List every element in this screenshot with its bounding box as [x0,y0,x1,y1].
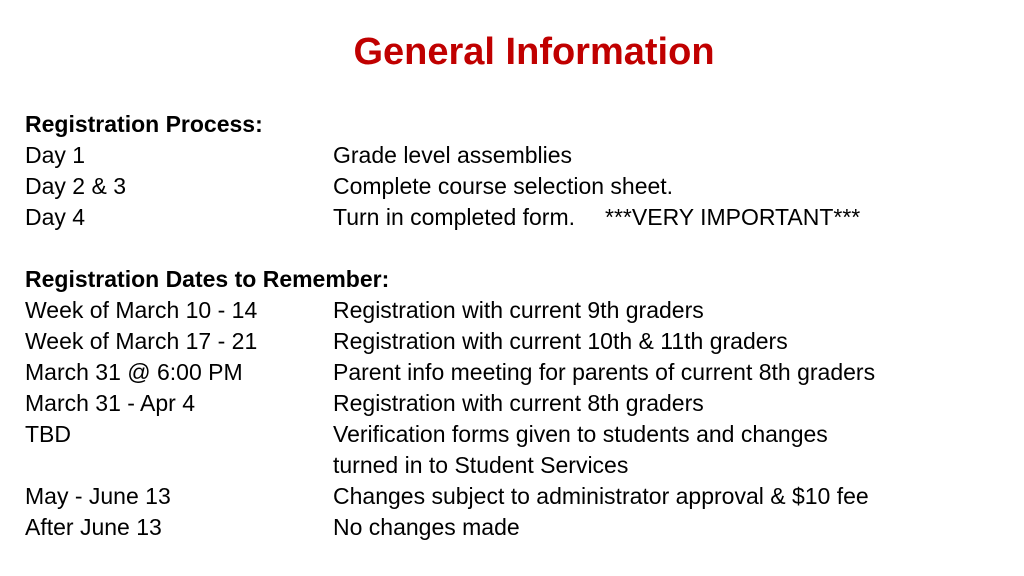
date-what: No changes made [333,514,520,540]
date-row [25,326,1015,357]
process-task: Complete course selection sheet. [333,173,674,199]
date-what: Registration with current 9th graders [333,297,704,323]
date-when [25,450,333,481]
date-when: Week of March 17 - 21 [25,328,258,354]
process-task: Grade level assemblies [333,142,573,168]
process-day: Day 2 & 3 [25,173,126,199]
date-row [25,388,1015,419]
info-content [25,109,1015,543]
process-day: Day 4 [25,204,86,230]
date-what: Parent info meeting for parents of current 8th graders [333,359,876,385]
date-what: Verification forms given to students and changes [333,421,828,447]
process-day: Day 1 [25,142,86,168]
section-spacer [25,233,1015,264]
date-what: Registration with current 10th & 11th graders [333,328,788,354]
date-when: Week of March 10 - 14 [25,297,258,323]
date-row [25,450,1015,481]
date-when: March 31 - Apr 4 [25,390,196,416]
date-row [25,512,1015,543]
date-when: May - June 13 [25,483,171,509]
registration-dates-heading: Registration Dates to Remember: [25,266,390,292]
date-when: TBD [25,421,71,447]
process-row [25,140,1015,171]
date-when: After June 13 [25,514,162,540]
date-what: Changes subject to administrator approval & $10 fee [333,483,869,509]
date-row [25,481,1015,512]
date-what: turned in to Student Services [333,452,629,478]
process-row [25,202,1015,233]
date-row [25,295,1015,326]
registration-process-heading: Registration Process: [25,111,263,137]
important-note: ***VERY IMPORTANT*** [605,204,861,230]
page-title: General Information [353,31,715,73]
date-row [25,357,1015,388]
date-when: March 31 @ 6:00 PM [25,359,243,385]
date-what: Registration with current 8th graders [333,390,704,416]
process-row [25,171,1015,202]
process-task: Turn in completed form. ***VERY IMPORTANT*** [333,204,861,230]
date-row [25,419,1015,450]
